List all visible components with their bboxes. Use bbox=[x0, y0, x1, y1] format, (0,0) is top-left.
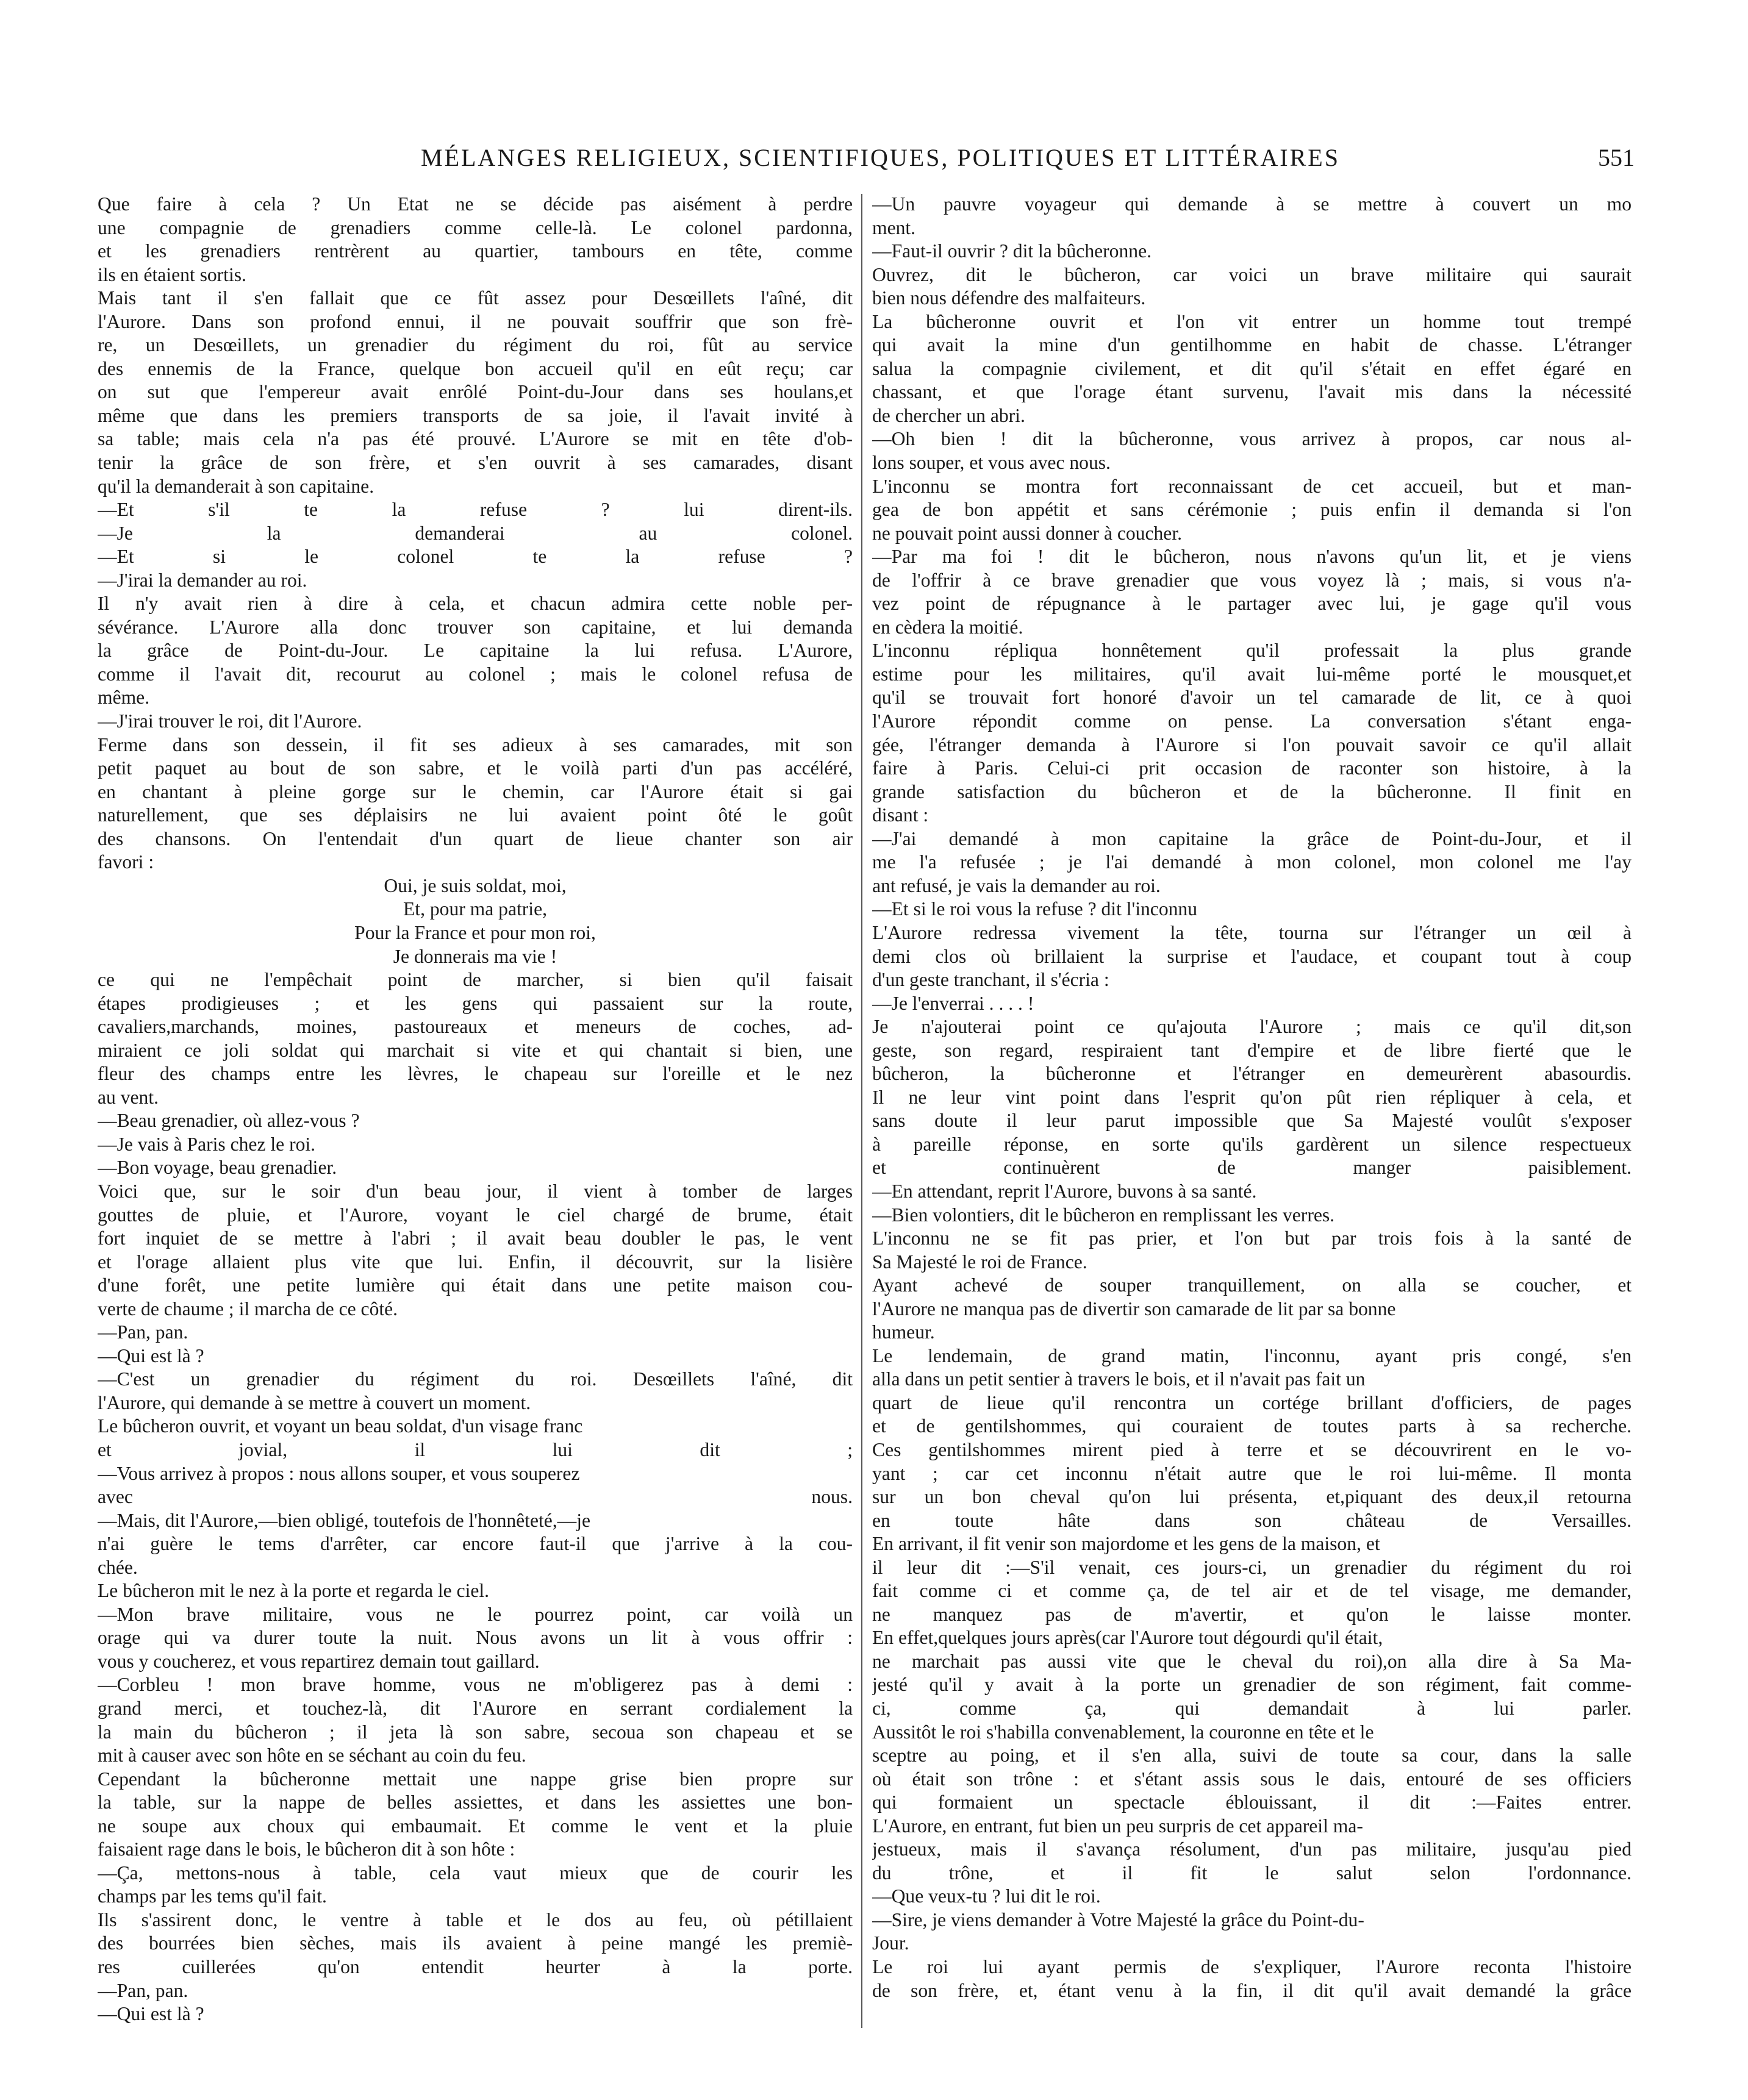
text-line: re, un Desœillets, un grenadier du régiment du roi, fût au service bbox=[98, 334, 853, 356]
left-column bbox=[98, 193, 853, 2026]
text-line: mit à causer avec son hôte en se séchant au coin du feu. bbox=[98, 1745, 526, 1766]
text-line: Ayant achevé de souper tranquillement, on alla se coucher, et bbox=[872, 1274, 1632, 1296]
text-line: et jovial, il lui dit ; bbox=[98, 1438, 853, 1460]
text-line: res cuillerées qu'on entendit heurter à la porte. bbox=[98, 1956, 853, 1978]
text-line: disant : bbox=[872, 804, 929, 826]
text-line: —Et s'il te la refuse ? lui dirent-ils. bbox=[98, 499, 853, 521]
text-line: Ces gentilshommes mirent pied à terre et se découvrirent en le vo- bbox=[872, 1438, 1632, 1460]
text-line: en chantant à pleine gorge sur le chemin, car l'Aurore était si gai bbox=[98, 780, 853, 802]
text-line: faire à Paris. Celui-ci prit occasion de raconter son histoire, à la bbox=[872, 757, 1632, 779]
text-line: ne soupe aux choux qui embaumait. Et comme le vent et la pluie bbox=[98, 1815, 853, 1837]
text-line: —Bon voyage, beau grenadier. bbox=[98, 1157, 337, 1179]
text-line: l'Aurore ne manqua pas de divertir son camarade de lit par sa bonne bbox=[872, 1298, 1396, 1320]
text-line: Aussitôt le roi s'habilla convenablement, la couronne en tête et le bbox=[872, 1721, 1374, 1743]
text-line: sa table; mais cela n'a pas été prouvé. L'Aurore se mit en tête d'ob- bbox=[98, 428, 853, 450]
text-line: Et, pour ma patrie, bbox=[403, 898, 547, 920]
text-line: gée, l'étranger demanda à l'Aurore si l'on pouvait savoir ce qu'il allait bbox=[872, 734, 1632, 755]
text-line: ment. bbox=[872, 216, 916, 238]
text-line: qu'il la demanderait à son capitaine. bbox=[98, 475, 374, 497]
text-line: Pour la France et pour mon roi, bbox=[354, 921, 596, 943]
text-line: —Ça, mettons-nous à table, cela vaut mieux que de courir les bbox=[98, 1862, 853, 1884]
text-line: Je n'ajouterai point ce qu'ajouta l'Aurore ; mais ce qu'il dit,son bbox=[872, 1016, 1632, 1038]
text-line: miraient ce joli soldat qui marchait si vite et qui chantait si bien, une bbox=[98, 1039, 853, 1061]
text-line: favori : bbox=[98, 851, 154, 873]
text-line: sceptre au poing, et il s'en alla, suivi de toute sa cour, dans la salle bbox=[872, 1745, 1632, 1766]
text-line: L'inconnu se montra fort reconnaissant de cet accueil, but et man- bbox=[872, 475, 1632, 497]
text-line: En arrivant, il fit venir son majordome et les gens de la maison, et bbox=[872, 1533, 1380, 1555]
text-line: —Faut-il ouvrir ? dit la bûcheronne. bbox=[872, 240, 1152, 262]
text-line: sévérance. L'Aurore alla donc trouver son capitaine, et lui demanda bbox=[98, 616, 853, 638]
text-line: gouttes de pluie, et l'Aurore, voyant le ciel chargé de brume, était bbox=[98, 1204, 853, 1226]
text-line: humeur. bbox=[872, 1321, 935, 1343]
text-line: —Sire, je viens demander à Votre Majesté la grâce du Point-du- bbox=[872, 1909, 1364, 1930]
text-line: du trône, et il fit le salut selon l'ordonnance. bbox=[872, 1862, 1632, 1884]
text-line: ne marchait pas aussi vite que le cheval du roi),on alla dire à Sa Ma- bbox=[872, 1650, 1632, 1672]
text-line: ne pouvait point aussi donner à coucher. bbox=[872, 522, 1182, 544]
text-line: grande satisfaction du bûcheron et de la bûcheronne. Il finit en bbox=[872, 780, 1632, 802]
right-column bbox=[872, 193, 1632, 2002]
text-line: lons souper, et vous avec nous. bbox=[872, 452, 1111, 474]
text-line: yant ; car cet inconnu n'était autre que le roi lui-même. Il monta bbox=[872, 1462, 1632, 1484]
text-line: —J'ai demandé à mon capitaine la grâce de Point-du-Jour, et il bbox=[872, 827, 1632, 849]
text-line: même. bbox=[98, 687, 150, 709]
text-line: —Et si le roi vous la refuse ? dit l'inconnu bbox=[872, 898, 1198, 920]
text-line: jestueux, mais il s'avança résolument, d'un pas militaire, jusqu'au pied bbox=[872, 1838, 1632, 1860]
text-line: la main du bûcheron ; il jeta là son sabre, secoua son chapeau et se bbox=[98, 1721, 853, 1743]
page-number: 551 bbox=[1598, 144, 1635, 171]
text-line: Ouvrez, dit le bûcheron, car voici un brave militaire qui saurait bbox=[872, 263, 1632, 285]
text-line: Sa Majesté le roi de France. bbox=[872, 1251, 1087, 1273]
text-line: —Pan, pan. bbox=[98, 1979, 188, 2001]
text-line: Le bûcheron mit le nez à la porte et regarda le ciel. bbox=[98, 1580, 490, 1602]
text-line: de son frère, et, étant venu à la fin, il dit qu'il avait demandé la grâce bbox=[872, 1979, 1632, 2001]
text-line: vez point de répugnance à le partager avec lui, je gage qu'il vous bbox=[872, 593, 1632, 615]
text-line: L'Aurore redressa vivement la tête, tourna sur l'étranger un œil à bbox=[872, 921, 1632, 943]
text-line: chassant, et que l'orage étant survenu, l'avait mis dans la nécessité bbox=[872, 381, 1632, 403]
text-line: même que dans les premiers transports de sa joie, il l'avait invité à bbox=[98, 404, 853, 426]
text-line: Le roi lui ayant permis de s'expliquer, l'Aurore reconta l'histoire bbox=[872, 1956, 1632, 1978]
text-line: Il ne leur vint point dans l'esprit qu'on pût rien répliquer à cela, et bbox=[872, 1086, 1632, 1108]
text-line: —Et si le colonel te la refuse ? bbox=[98, 546, 853, 568]
text-line: —En attendant, reprit l'Aurore, buvons à sa santé. bbox=[872, 1180, 1257, 1202]
text-line: —Corbleu ! mon brave homme, vous ne m'obligerez pas à demi : bbox=[98, 1674, 853, 1696]
text-line: et de gentilshommes, qui couraient de toutes parts à sa recherche. bbox=[872, 1415, 1632, 1437]
text-line: et continuèrent de manger paisiblement. bbox=[872, 1157, 1632, 1179]
text-line: des ennemis de la France, quelque bon accueil qu'il en eût reçu; car bbox=[98, 357, 853, 379]
text-line: L'Aurore, en entrant, fut bien un peu surpris de cet appareil ma- bbox=[872, 1815, 1363, 1837]
text-line: en toute hâte dans son château de Versailles. bbox=[872, 1509, 1632, 1531]
column-divider bbox=[861, 194, 862, 2028]
text-line: une compagnie de grenadiers comme celle-là. Le colonel pardonna, bbox=[98, 216, 853, 238]
running-title: MÉLANGES RELIGIEUX, SCIENTIFIQUES, POLITIQUES ET LITTÉRAIRES bbox=[421, 144, 1340, 171]
text-line: champs par les tems qu'il fait. bbox=[98, 1885, 327, 1907]
text-line: la grâce de Point-du-Jour. Le capitaine la lui refusa. L'Aurore, bbox=[98, 640, 853, 662]
text-line: Ferme dans son dessein, il fit ses adieux à ses camarades, mit son bbox=[98, 734, 853, 755]
text-line: —Un pauvre voyageur qui demande à se mettre à couvert un mo bbox=[872, 193, 1632, 215]
text-line: —Je la demanderai au colonel. bbox=[98, 522, 853, 544]
text-line: ne manquez pas de m'avertir, et qu'on le laisse monter. bbox=[872, 1603, 1632, 1625]
text-line: d'un geste tranchant, il s'écria : bbox=[872, 969, 1109, 991]
text-line: des chansons. On l'entendait d'un quart de lieue chanter son air bbox=[98, 827, 853, 849]
text-line: comme il l'avait dit, recourut au colonel ; mais le colonel refusa de bbox=[98, 663, 853, 685]
text-line: qui avait la mine d'un gentilhomme en habit de chasse. L'étranger bbox=[872, 334, 1632, 356]
text-line: cavaliers,marchands, moines, pastoureaux et meneurs de coches, ad- bbox=[98, 1016, 853, 1038]
text-line: —C'est un grenadier du régiment du roi. Desœillets l'aîné, dit bbox=[98, 1368, 853, 1390]
text-line: En effet,quelques jours après(car l'Aurore tout dégourdi qu'il était, bbox=[872, 1627, 1383, 1649]
text-line: estime pour les militaires, qu'il avait lui-même porté le mousquet,et bbox=[872, 663, 1632, 685]
text-line: on sut que l'empereur avait enrôlé Point-du-Jour dans ses houlans,et bbox=[98, 381, 853, 403]
text-line: qu'il se trouvait fort honoré d'avoir un tel camarade de lit, ce à quoi bbox=[872, 687, 1632, 709]
text-line: de l'offrir à ce brave grenadier que vous voyez là ; mais, si vous n'a- bbox=[872, 569, 1632, 591]
text-line: —Que veux-tu ? lui dit le roi. bbox=[872, 1885, 1101, 1907]
text-line: me l'a refusée ; je l'ai demandé à mon colonel, mon colonel me l'ay bbox=[872, 851, 1632, 873]
text-line: à pareille réponse, en sorte qu'ils gardèrent un silence respectueux bbox=[872, 1133, 1632, 1155]
text-line: et l'orage allaient plus vite que lui. Enfin, il découvrit, sur la lisière bbox=[98, 1251, 853, 1273]
text-line: ci, comme ça, qui demandait à lui parler. bbox=[872, 1698, 1632, 1719]
text-line: petit paquet au bout de son sabre, et le voilà parti d'un pas accéléré, bbox=[98, 757, 853, 779]
text-line: ils en étaient sortis. bbox=[98, 263, 246, 285]
text-line: Jour. bbox=[872, 1932, 909, 1954]
text-line: fort inquiet de se mettre à l'abri ; il avait beau doubler le pas, le vent bbox=[98, 1227, 853, 1249]
text-line: l'Aurore répondit comme on pense. La conversation s'étant enga- bbox=[872, 710, 1632, 732]
text-line: verte de chaume ; il marcha de ce côté. bbox=[98, 1298, 398, 1320]
text-line: —Mon brave militaire, vous ne le pourrez point, car voilà un bbox=[98, 1603, 853, 1625]
text-line: des bourrées bien sèches, mais ils avaient à peine mangé les premiè- bbox=[98, 1932, 853, 1954]
text-line: d'une forêt, une petite lumière qui était dans une petite maison cou- bbox=[98, 1274, 853, 1296]
text-line: quart de lieue qu'il rencontra un cortége brillant d'officiers, de pages bbox=[872, 1391, 1632, 1413]
text-line: sur un bon cheval qu'on lui présenta, et,piquant des deux,il retourna bbox=[872, 1486, 1632, 1508]
text-line: Que faire à cela ? Un Etat ne se décide pas aisément à perdre bbox=[98, 193, 853, 215]
text-line: l'Aurore, qui demande à se mettre à couvert un moment. bbox=[98, 1391, 531, 1413]
text-line: en cèdera la moitié. bbox=[872, 616, 1023, 638]
text-line: —Pan, pan. bbox=[98, 1321, 188, 1343]
text-line: chée. bbox=[98, 1556, 138, 1578]
text-line: —Beau grenadier, où allez-vous ? bbox=[98, 1110, 360, 1132]
text-line: naturellement, que ses déplaisirs ne lui avaient point ôté le goût bbox=[98, 804, 853, 826]
text-line: ce qui ne l'empêchait point de marcher, si bien qu'il faisait bbox=[98, 969, 853, 991]
text-line: —Je vais à Paris chez le roi. bbox=[98, 1133, 316, 1155]
page-header bbox=[98, 143, 1635, 180]
text-line: demi clos où brillaient la surprise et l'audace, et coupant tout à coup bbox=[872, 945, 1632, 967]
text-line: —Oh bien ! dit la bûcheronne, vous arrivez à propos, car nous al- bbox=[872, 428, 1632, 450]
text-line: sans doute il leur parut impossible que Sa Majesté voulût s'exposer bbox=[872, 1110, 1632, 1132]
text-line: Ils s'assirent donc, le ventre à table et le dos au feu, où pétillaient bbox=[98, 1909, 853, 1930]
text-line: avec nous. bbox=[98, 1486, 853, 1508]
text-line: de chercher un abri. bbox=[872, 404, 1025, 426]
text-line: gea de bon appétit et sans cérémonie ; puis enfin il demanda si l'on bbox=[872, 499, 1632, 521]
text-line: et les grenadiers rentrèrent au quartier, tambours en tête, comme bbox=[98, 240, 853, 262]
text-line: —Mais, dit l'Aurore,—bien obligé, toutefois de l'honnêteté,—je bbox=[98, 1509, 591, 1531]
text-line: bûcheron, la bûcheronne et l'étranger en demeurèrent abasourdis. bbox=[872, 1063, 1632, 1085]
text-line: tenir la grâce de son frère, et s'en ouvrit à ses camarades, disant bbox=[98, 452, 853, 474]
text-line: alla dans un petit sentier à travers le bois, et il n'avait pas fait un bbox=[872, 1368, 1366, 1390]
text-line: faisaient rage dans le bois, le bûcheron dit à son hôte : bbox=[98, 1838, 515, 1860]
text-line: bien nous défendre des malfaiteurs. bbox=[872, 287, 1146, 309]
text-line: jesté qu'il y avait à la porte un grenadier de son régiment, fait comme- bbox=[872, 1674, 1632, 1696]
text-line: au vent. bbox=[98, 1086, 159, 1108]
text-line: où était son trône : et s'étant assis sous le dais, entouré de ses officiers bbox=[872, 1768, 1632, 1790]
text-line: la table, sur la nappe de belles assiettes, et dans les assiettes une bon- bbox=[98, 1791, 853, 1813]
text-line: fleur des champs entre les lèvres, le chapeau sur l'oreille et le nez bbox=[98, 1063, 853, 1085]
text-line: ant refusé, je vais la demander au roi. bbox=[872, 874, 1161, 896]
text-line: L'inconnu répliqua honnêtement qu'il professait la plus grande bbox=[872, 640, 1632, 662]
text-line: l'Aurore. Dans son profond ennui, il ne pouvait souffrir que son frè- bbox=[98, 310, 853, 332]
text-line: —Je l'enverrai . . . . ! bbox=[872, 992, 1034, 1014]
text-line: étapes prodigieuses ; et les gens qui passaient sur la route, bbox=[98, 992, 853, 1014]
text-line: salua la compagnie civilement, et dit qu'il s'était en effet égaré en bbox=[872, 357, 1632, 379]
text-line: Voici que, sur le soir d'un beau jour, il vient à tomber de larges bbox=[98, 1180, 853, 1202]
text-line: Cependant la bûcheronne mettait une nappe grise bien propre sur bbox=[98, 1768, 853, 1790]
text-line: grand merci, et touchez-là, dit l'Aurore en serrant cordialement la bbox=[98, 1698, 853, 1719]
text-line: Mais tant il s'en fallait que ce fût assez pour Desœillets l'aîné, dit bbox=[98, 287, 853, 309]
text-line: il leur dit :—S'il venait, ces jours-ci, un grenadier du régiment du roi bbox=[872, 1556, 1632, 1578]
text-line: vous y coucherez, et vous repartirez demain tout gaillard. bbox=[98, 1650, 540, 1672]
text-line: —Qui est là ? bbox=[98, 1345, 204, 1366]
text-line: La bûcheronne ouvrit et l'on vit entrer un homme tout trempé bbox=[872, 310, 1632, 332]
text-line: —J'irai trouver le roi, dit l'Aurore. bbox=[98, 710, 362, 732]
text-line: L'inconnu ne se fit pas prier, et l'on but par trois fois à la santé de bbox=[872, 1227, 1632, 1249]
text-line: geste, son regard, respiraient tant d'empire et de libre fierté que le bbox=[872, 1039, 1632, 1061]
text-line: Il n'y avait rien à dire à cela, et chacun admira cette noble per- bbox=[98, 593, 853, 615]
text-line: —Bien volontiers, dit le bûcheron en remplissant les verres. bbox=[872, 1204, 1335, 1226]
text-line: fait comme ci et comme ça, de tel air et de tel visage, me demander, bbox=[872, 1580, 1632, 1602]
text-line: Oui, je suis soldat, moi, bbox=[384, 874, 567, 896]
text-line: —Qui est là ? bbox=[98, 2003, 204, 2025]
text-line: Le lendemain, de grand matin, l'inconnu, ayant pris congé, s'en bbox=[872, 1345, 1632, 1366]
text-line: qui formaient un spectacle éblouissant, il dit :—Faites entrer. bbox=[872, 1791, 1632, 1813]
text-line: —Vous arrivez à propos : nous allons souper, et vous souperez bbox=[98, 1462, 580, 1484]
text-line: —J'irai la demander au roi. bbox=[98, 569, 307, 591]
text-line: orage qui va durer toute la nuit. Nous avons un lit à vous offrir : bbox=[98, 1627, 853, 1649]
text-line: —Par ma foi ! dit le bûcheron, nous n'avons qu'un lit, et je viens bbox=[872, 546, 1632, 568]
text-line: Je donnerais ma vie ! bbox=[393, 945, 557, 967]
text-line: Le bûcheron ouvrit, et voyant un beau soldat, d'un visage franc bbox=[98, 1415, 583, 1437]
text-line: n'ai guère le tems d'arrêter, car encore faut-il que j'arrive à la cou- bbox=[98, 1533, 853, 1555]
